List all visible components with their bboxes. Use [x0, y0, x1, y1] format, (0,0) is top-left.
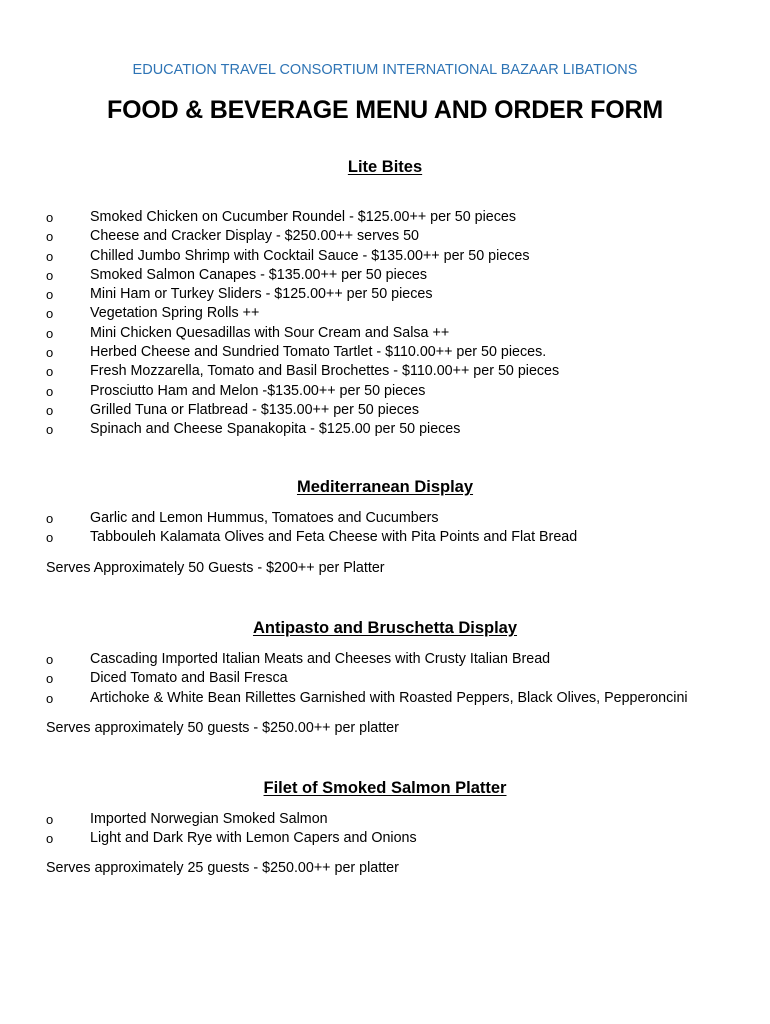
- item-text: Artichoke & White Bean Rillettes Garnished with Roasted Peppers, Black Olives, Pepperoncini: [90, 689, 688, 706]
- item-text: Smoked Chicken on Cucumber Roundel - $125.00++ per 50 pieces: [90, 209, 516, 225]
- item-text: Chilled Jumbo Shrimp with Cocktail Sauce - $135.00++ per 50 pieces: [90, 247, 530, 264]
- item-text: Prosciutto Ham and Melon -$135.00++ per 50 pieces: [90, 382, 426, 399]
- item-text: Diced Tomato and Basil Fresca: [90, 670, 288, 687]
- bullet: o: [46, 306, 54, 322]
- item-text: Herbed Cheese and Sundried Tomato Tartlet - $110.00++ per 50 pieces.: [90, 344, 547, 361]
- section-title-mediterranean-display: Mediterranean Display: [296, 478, 474, 496]
- item-text: Light and Dark Rye with Lemon Capers and Onions: [90, 830, 417, 847]
- item-text: Cheese and Cracker Display - $250.00++ serves 50: [90, 228, 420, 245]
- item-text: Imported Norwegian Smoked Salmon: [90, 811, 328, 827]
- document-title: FOOD & BEVERAGE MENU AND ORDER FORM: [107, 96, 663, 124]
- bullet: o: [46, 402, 54, 418]
- bullet: o: [46, 229, 54, 245]
- bullet: o: [46, 287, 54, 303]
- item-text: Vegetation Spring Rolls ++: [90, 305, 260, 322]
- bullet: o: [46, 652, 54, 667]
- item-text: Tabbouleh Kalamata Olives and Feta Cheese with Pita Points and Flat Bread: [90, 529, 578, 546]
- item-text: Spinach and Cheese Spanakopita - $125.00 per 50 pieces: [90, 421, 461, 438]
- serves-note-smoked-salmon: Serves approximately 25 guests - $250.00++ per platter: [46, 860, 399, 876]
- item-text: Grilled Tuna or Flatbread - $135.00++ per 50 pieces: [90, 401, 420, 418]
- item-text: Fresh Mozzarella, Tomato and Basil Brochettes - $110.00++ per 50 pieces: [90, 363, 560, 380]
- section-title-lite-bites: Lite Bites: [347, 158, 423, 176]
- item-text: Cascading Imported Italian Meats and Cheeses with Crusty Italian Bread: [90, 651, 551, 667]
- bullet: o: [46, 364, 54, 380]
- serves-note-antipasto: Serves approximately 50 guests - $250.00++ per platter: [46, 720, 399, 736]
- organization-header: EDUCATION TRAVEL CONSORTIUM INTERNATIONAL BAZAAR LIBATIONS: [132, 62, 638, 78]
- bullet: o: [46, 812, 54, 827]
- bullet: o: [46, 325, 54, 341]
- item-text: Smoked Salmon Canapes - $135.00++ per 50 pieces: [90, 266, 427, 283]
- item-text: Garlic and Lemon Hummus, Tomatoes and Cucumbers: [90, 510, 439, 526]
- item-text: Mini Chicken Quesadillas with Sour Cream and Salsa ++: [90, 324, 450, 341]
- bullet: o: [46, 831, 54, 847]
- bullet: o: [46, 530, 54, 546]
- section-title-antipasto-display: Antipasto and Bruschetta Display: [252, 619, 518, 637]
- bullet: o: [46, 671, 54, 687]
- bullet: o: [46, 248, 54, 264]
- bullet: o: [46, 210, 54, 225]
- serves-note-mediterranean: Serves Approximately 50 Guests - $200++ per Platter: [46, 560, 385, 576]
- bullet: o: [46, 267, 54, 283]
- bullet: o: [46, 383, 54, 399]
- bullet: o: [46, 422, 54, 438]
- item-text: Mini Ham or Turkey Sliders - $125.00++ per 50 pieces: [90, 286, 433, 303]
- bullet: o: [46, 511, 54, 526]
- bullet: o: [46, 345, 54, 361]
- section-title-smoked-salmon-platter: Filet of Smoked Salmon Platter: [263, 779, 507, 797]
- bullet: o: [46, 690, 54, 706]
